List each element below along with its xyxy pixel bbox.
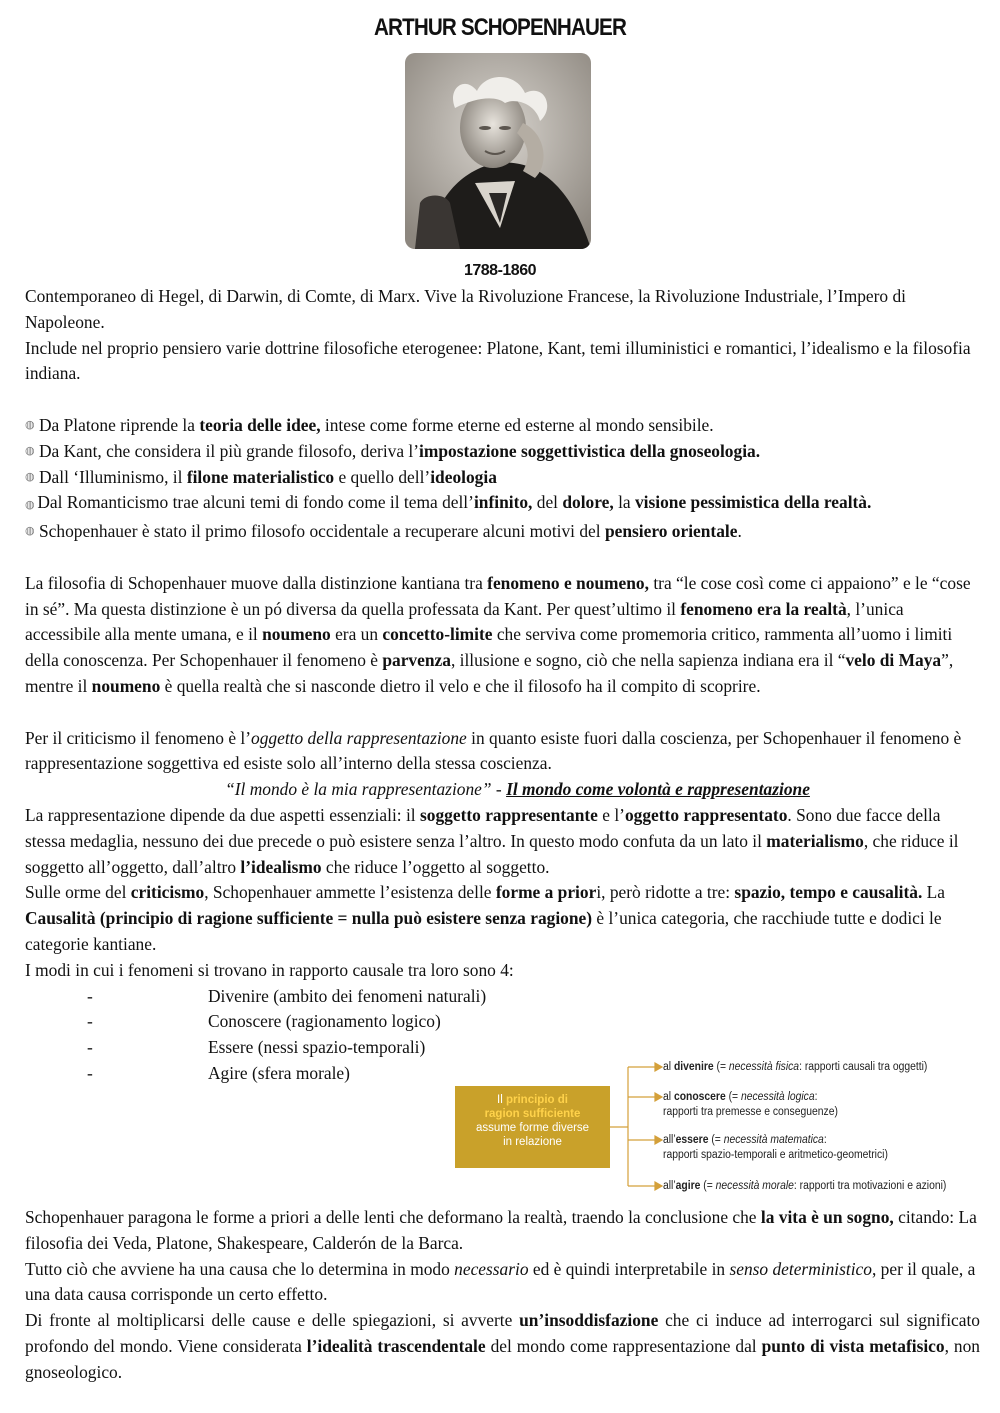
- paragraph-criticismo: Per il criticismo il fenomeno è l’oggetto della rappresentazione in quanto esiste fuori dalla coscienza, per Schopenhauer il fenomeno è rappresentazione soggettiva ed esiste solo all’interno della stessa coscienza.: [25, 727, 962, 774]
- life-dates: 1788-1860: [463, 262, 536, 279]
- book-title: Il mondo come volontà e rappresentazione: [506, 779, 810, 800]
- document-body-end: [25, 1205, 980, 1386]
- bullet-icon: ◍: [25, 418, 35, 431]
- paragraph-insoddisfazione: Di fronte al moltiplicarsi delle cause e delle spiegazioni, si avverte un’insoddisfazione che ci induce ad interrogarci sul significato profondo del mondo. Viene considerata l’idealità trascendentale del mondo come rappresentazione dal punto di vista metafisico, non gnoseologico.: [25, 1310, 980, 1382]
- paragraph-rappresentazione: La rappresentazione dipende da due aspetti essenziali: il soggetto rappresentante e l’oggetto rappresentato. Sono due facce della stessa medaglia, nessuno dei due precede o può esistere senza l’altro. In questo modo confuta da un lato il materialismo, che riduce il soggetto all’oggetto, dall’altro l’idealismo che riduce l’oggetto al soggetto.: [25, 804, 959, 877]
- paragraph-determinismo: Tutto ciò che avviene ha una causa che lo determina in modo necessario ed è quindi interpretabile in senso deterministico, per il quale, a una data causa corrisponde un certo effetto.: [25, 1258, 976, 1305]
- diagram-label-agire: all’agire (= necessità morale: rapporti tra motivazioni e azioni): [663, 1180, 947, 1192]
- modes-intro: I modi in cui i fenomeni si trovano in rapporto causale tra loro sono 4:: [25, 959, 514, 980]
- diagram-connectors: [455, 1053, 665, 1198]
- portrait-photo: [405, 53, 591, 249]
- list-item: - Divenire (ambito dei fenomeni naturali): [87, 985, 487, 1006]
- diagram-main-box: Il principio di ragion sufficiente assume forme diverse in relazione: [455, 1086, 610, 1168]
- principle-diagram: [455, 1053, 975, 1198]
- paragraph-forme-a-priori: Sulle orme del criticismo, Schopenhauer ammette l’esistenza delle forme a priori, però ridotte a tre: spazio, tempo e causalità. La Causalità (principio di ragione sufficiente = nulla può esistere senza ragione) è l’unica categoria, che racchiude tutte e dodici le categorie kantiane.: [25, 882, 946, 954]
- diagram-label-divenire: al divenire (= necessità fisica: rapporti causali tra oggetti): [663, 1061, 928, 1073]
- list-item: ◍ Da Kant, che considera il più grande filosofo, deriva l’impostazione soggettivistica della gnoseologia.: [25, 439, 980, 465]
- bullet-icon: ◍: [25, 444, 35, 457]
- diagram-label-essere: all’essere (= necessità matematica: rapporti spazio-temporali e aritmetico-geometrici): [663, 1134, 888, 1161]
- list-item: ◍ Dal Romanticismo trae alcuni temi di fondo come il tema dell’infinito, del dolore, la visione pessimistica della realtà.: [25, 492, 872, 513]
- list-item: ◍ Dall ‘Illuminismo, il filone materialistico e quello dell’ideologia: [25, 465, 980, 491]
- document-body: [25, 284, 980, 1087]
- bullet-icon: ◍: [25, 470, 35, 483]
- intro-paragraph-1: Contemporaneo di Hegel, di Darwin, di Comte, di Marx. Vive la Rivoluzione Francese, la Rivoluzione Industriale, l’Impero di Napoleone.: [25, 286, 907, 332]
- list-item: - Conoscere (ragionamento logico): [87, 1011, 441, 1032]
- list-item: - Essere (nessi spazio-temporali): [87, 1037, 426, 1058]
- list-item: ◍ Da Platone riprende la teoria delle idee, intese come forme eterne ed esterne al mondo sensibile.: [25, 413, 980, 439]
- paragraph-vita-sogno: Schopenhauer paragona le forme a priori a delle lenti che deformano la realtà, traendo la conclusione che la vita è un sogno, citando: La filosofia dei Veda, Platone, Shakespeare, Calderón de la Barca.: [25, 1207, 977, 1253]
- list-item: ◍ Schopenhauer è stato il primo filosofo occidentale a recuperare alcuni motivi del pensiero orientale.: [25, 519, 980, 545]
- page-title: ARTHUR SCHOPENHAUER: [373, 14, 626, 41]
- diagram-label-conoscere: al conoscere (= necessità logica: rapporti tra premesse e conseguenze): [663, 1091, 838, 1118]
- intro-paragraph-2: Include nel proprio pensiero varie dottrine filosofiche eterogenee: Platone, Kant, temi illuministici e romantici, l’idealismo e la filosofia indiana.: [25, 337, 971, 384]
- bullet-icon: ◍: [25, 499, 38, 512]
- paragraph-fenomeno-noumeno: La filosofia di Schopenhauer muove dalla distinzione kantiana tra fenomeno e noumeno, tra “le cose così come ci appaiono” e le “cose in sé”. Ma questa distinzione è un pó diversa da quella professata da Kant. Per quest’ultimo il fenomeno era la realtà, l’unica accessibile alla mente umana, e il noumeno era un concetto-limite che serviva come promemoria critico, rammenta all’uomo i limiti della conoscenza. Per Schopenhauer il fenomeno è parvenza, illusione e sogno, ciò che nella sapienza indiana era il “velo di Maya”, mentre il noumeno è quella realtà che si nasconde dietro il velo e che il filosofo ha il compito di scoprire.: [25, 572, 971, 696]
- list-item: - Agire (sfera morale): [87, 1062, 350, 1083]
- bullet-icon: ◍: [25, 525, 35, 538]
- quote-line: “Il mondo è la mia rappresentazione” - Il mondo come volontà e rappresentazione: [225, 779, 810, 800]
